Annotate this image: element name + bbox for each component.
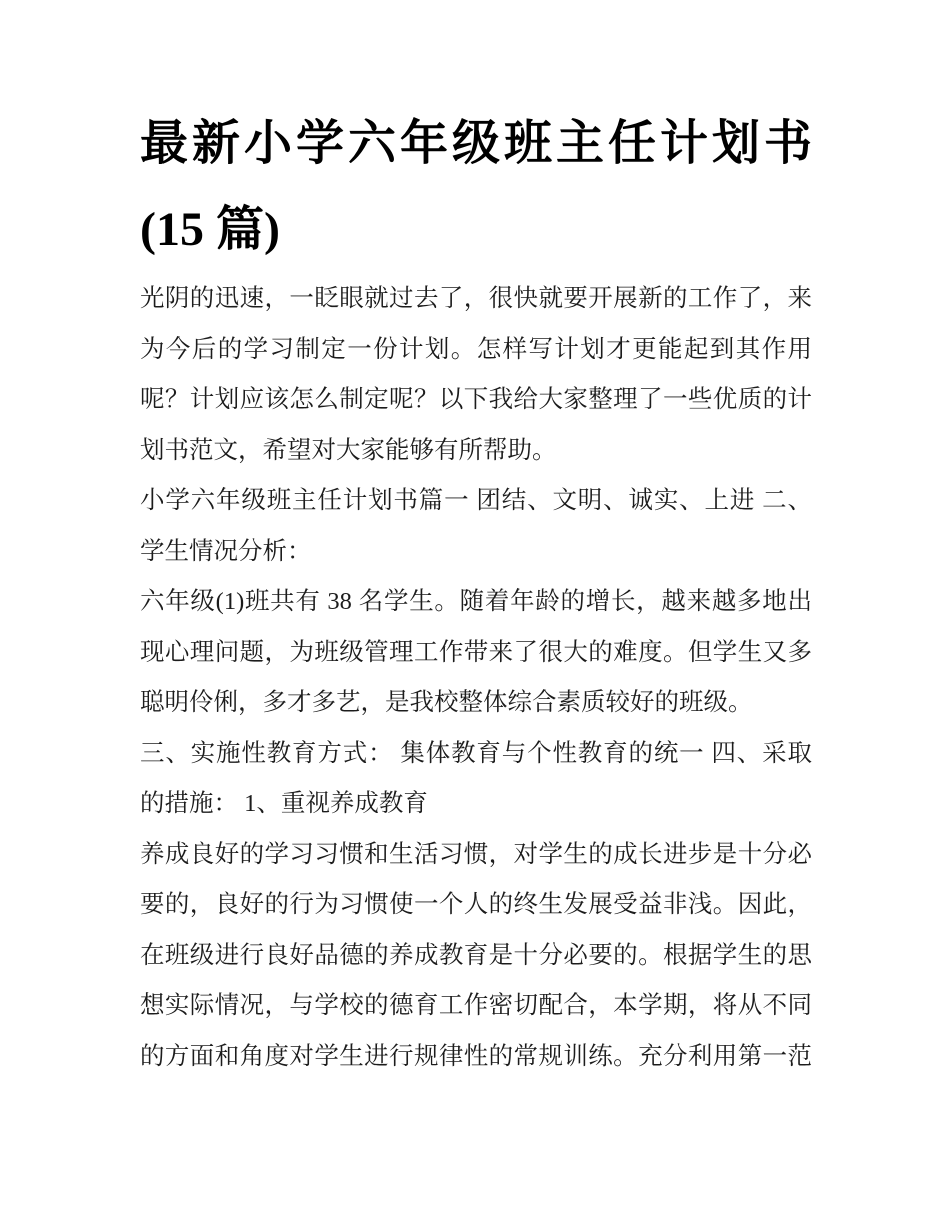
body-text-line: 小学六年级班主任计划书篇一 团结、文明、诚实、上进 二、 [140, 487, 812, 514]
title-line-1: 最新小学六年级班主任计划书 [140, 117, 812, 170]
body-text-line: 的措施： 1、重视养成教育 [140, 790, 428, 817]
body-text-line: 光阴的迅速，一眨眼就过去了，很快就要开展新的工作了，来 [140, 285, 812, 312]
body-text-line: 想实际情况，与学校的德育工作密切配合，本学期，将从不同 [140, 992, 812, 1019]
body-text-line: 划书范文，希望对大家能够有所帮助。 [140, 436, 557, 464]
body-text-line: 三、实施性教育方式： 集体教育与个性教育的统一 四、采取 [140, 739, 812, 767]
body-text-line: 现心理问题，为班级管理工作带来了很大的难度。但学生又多 [140, 638, 812, 666]
body-text-line: 六年级(1)班共有 38 名学生。随着年龄的增长，越来越多地出 [140, 588, 812, 615]
body-text-line: 的方面和角度对学生进行规律性的常规训练。充分利用第一范 [140, 1042, 812, 1070]
body-text-line: 为今后的学习制定一份计划。怎样写计划才更能起到其作用 [140, 335, 812, 363]
body-text-line: 学生情况分析： [140, 537, 312, 565]
body-text-line: 聪明伶俐，多才多艺，是我校整体综合素质较好的班级。 [140, 689, 753, 716]
document-body [140, 274, 812, 1082]
body-text-line: 在班级进行良好品德的养成教育是十分必要的。根据学生的思 [140, 941, 812, 969]
body-text-line: 要的，良好的行为习惯使一个人的终生发展受益非浅。因此， [140, 891, 812, 918]
body-text-line: 呢？计划应该怎么制定呢？以下我给大家整理了一些优质的计 [140, 386, 812, 413]
body-text-line: 养成良好的学习习惯和生活习惯，对学生的成长进步是十分必 [140, 840, 812, 868]
document-title [140, 101, 812, 273]
title-line-2: (15 篇) [140, 203, 280, 256]
